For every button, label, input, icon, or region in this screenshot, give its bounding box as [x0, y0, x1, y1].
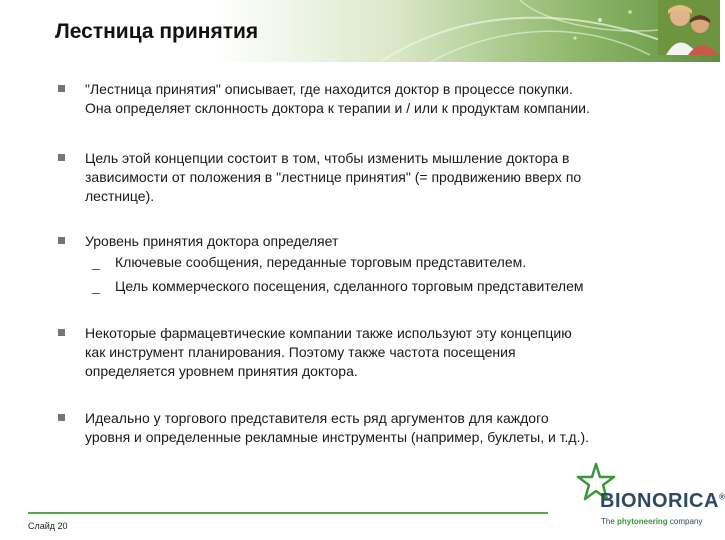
header-banner: [0, 0, 720, 62]
tagline-highlight: phytoneering: [617, 517, 668, 526]
bullet-line: Уровень принятия доктора определяет: [85, 233, 339, 249]
logo-wordmark: [600, 490, 725, 513]
bullet-line: Некоторые фармацевтические компании также используют эту концепцию: [85, 325, 572, 341]
sub-bullet-item: [85, 277, 695, 296]
bullet-marker: [58, 85, 65, 92]
sub-bullet-marker: _: [92, 254, 100, 270]
logo-tagline: [601, 517, 702, 526]
bullet-marker: [58, 414, 65, 421]
footer-divider: [28, 512, 548, 514]
bullet-marker: [58, 237, 65, 244]
sub-bullet-marker: _: [92, 278, 100, 294]
sub-bullet-item: [85, 253, 695, 272]
bullet-line: лестнице).: [85, 188, 155, 204]
bullet-line: зависимости от положения в "лестнице принятия" (= продвижению вверх по: [85, 169, 582, 185]
bullet-line: Она определяет склонность доктора к терапии и / или к продуктам компании.: [85, 100, 590, 116]
bionorica-logo: [576, 462, 725, 530]
bullet-marker: [58, 154, 65, 161]
tagline-suffix: company: [667, 517, 703, 526]
slide-title: Лестница принятия: [55, 20, 259, 43]
registered-mark: ®: [718, 492, 725, 502]
bullet-line: Идеально у торгового представителя есть ряд аргументов для каждого: [85, 410, 549, 426]
sub-bullet-text: Цель коммерческого посещения, сделанного торговым представителем: [115, 278, 584, 294]
bullet-line: Цель этой концепции состоит в том, чтобы изменить мышление доктора в: [85, 150, 570, 166]
slide-number: Слайд 20: [28, 521, 68, 531]
bullet-line: как инструмент планирования. Поэтому также частота посещения: [85, 344, 516, 360]
logo-name-text: BIONORICA: [600, 490, 719, 512]
bullet-marker: [58, 329, 65, 336]
family-photo: [658, 0, 720, 55]
sub-bullet-text: Ключевые сообщения, переданные торговым представителем.: [115, 254, 527, 270]
bullet-line: определяется уровнем принятия доктора.: [85, 363, 358, 379]
tagline-prefix: The: [601, 517, 618, 526]
bullet-line: "Лестница принятия" описывает, где находится доктор в процессе покупки.: [85, 81, 573, 97]
bullet-line: уровня и определенные рекламные инструменты (например, буклеты, и т.д.).: [85, 429, 590, 445]
